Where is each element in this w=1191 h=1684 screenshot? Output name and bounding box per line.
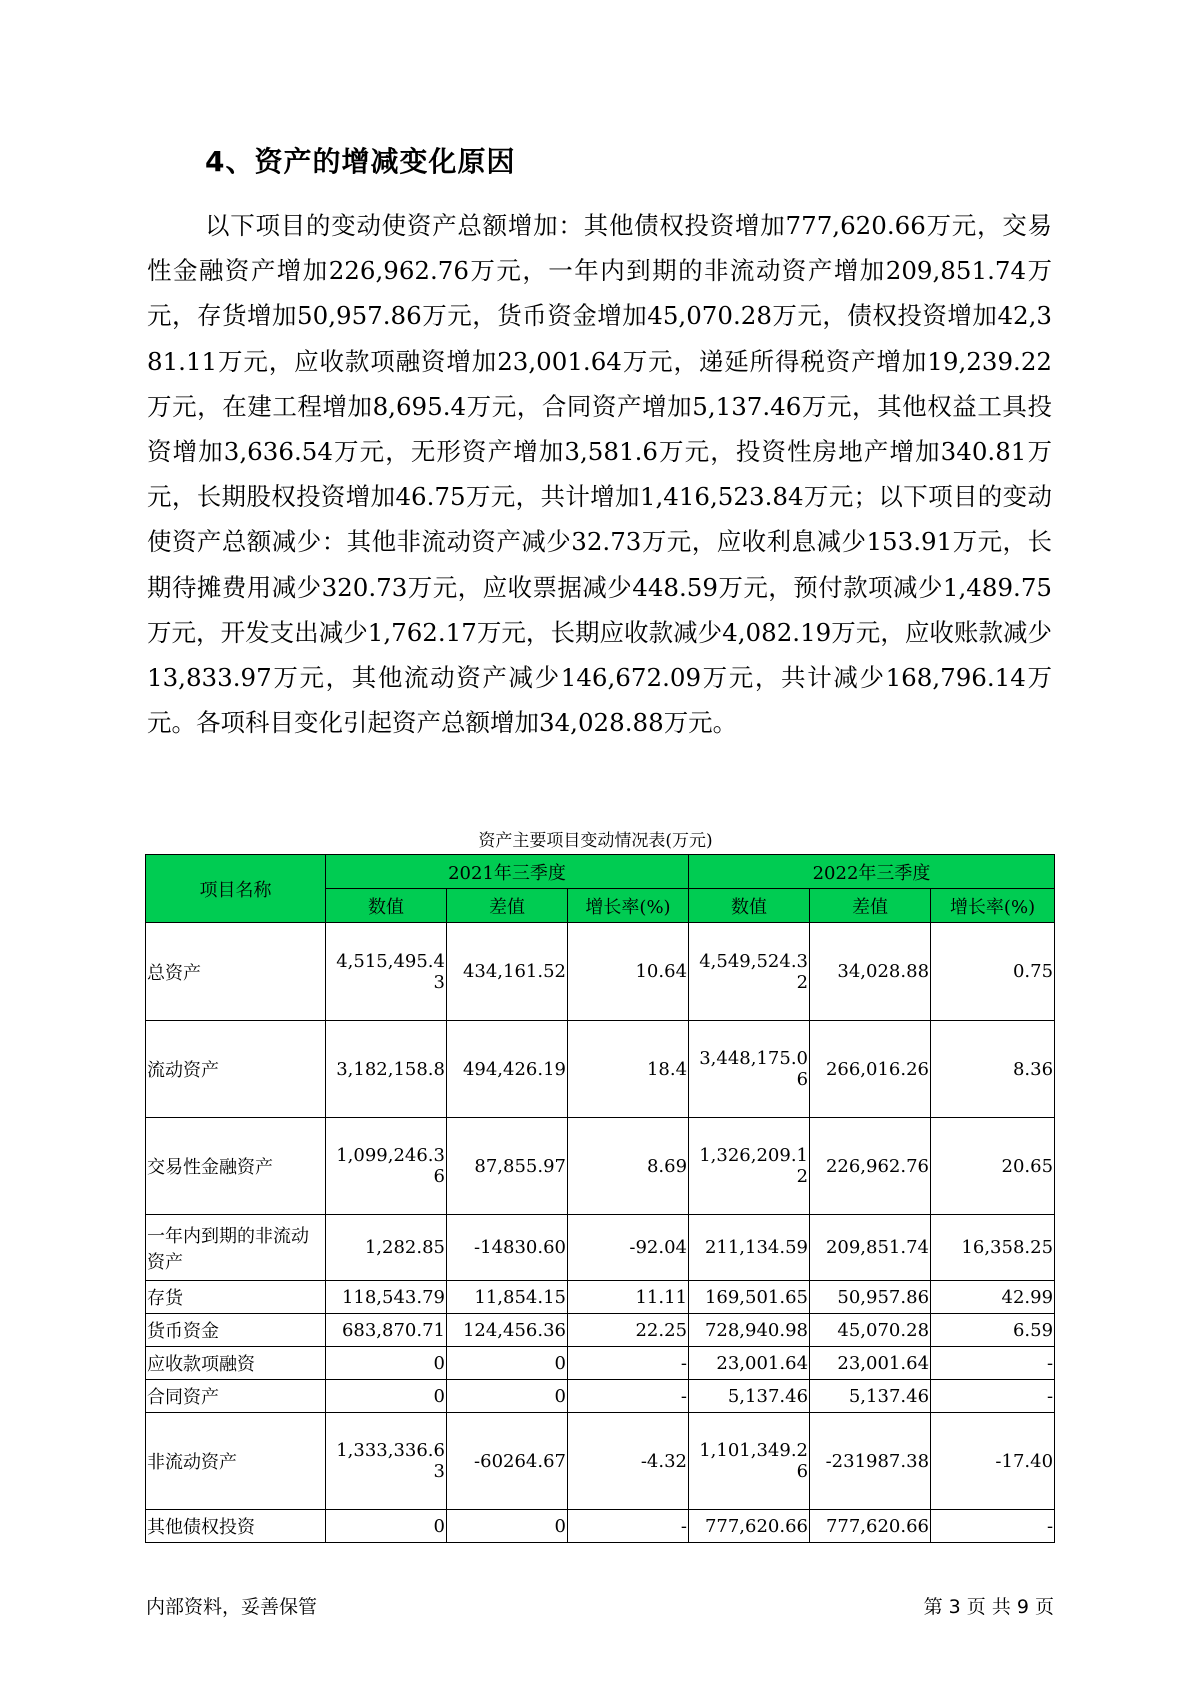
row-name: 非流动资产 [146, 1413, 326, 1510]
cell-value-2021: 4,515,495.43 [326, 923, 447, 1021]
cell-growth-2021: -4.32 [568, 1413, 689, 1510]
cell-growth-2021: - [568, 1347, 689, 1380]
cell-value-2022: 211,134.59 [689, 1215, 810, 1281]
cell-diff-2021: 494,426.19 [447, 1021, 568, 1118]
cell-growth-2022: -17.40 [931, 1413, 1055, 1510]
cell-growth-2022: 42.99 [931, 1281, 1055, 1314]
header-diff-2022: 差值 [810, 889, 931, 923]
cell-growth-2022: 8.36 [931, 1021, 1055, 1118]
table-row [146, 1413, 1055, 1510]
cell-value-2021: 0 [326, 1510, 447, 1543]
cell-value-2022: 23,001.64 [689, 1347, 810, 1380]
header-growth-2022: 增长率(%) [931, 889, 1055, 923]
cell-growth-2022: - [931, 1510, 1055, 1543]
cell-diff-2021: 11,854.15 [447, 1281, 568, 1314]
cell-value-2022: 169,501.65 [689, 1281, 810, 1314]
header-period-2022: 2022年三季度 [689, 855, 1055, 889]
header-growth-2021: 增长率(%) [568, 889, 689, 923]
cell-diff-2022: 45,070.28 [810, 1314, 931, 1347]
table-row [146, 1380, 1055, 1413]
footer-confidential-note: 内部资料，妥善保管 [146, 1596, 318, 1618]
row-name: 交易性金融资产 [146, 1118, 326, 1215]
cell-value-2022: 3,448,175.06 [689, 1021, 810, 1118]
cell-diff-2021: 0 [447, 1380, 568, 1413]
row-name: 总资产 [146, 923, 326, 1021]
cell-growth-2022: 16,358.25 [931, 1215, 1055, 1281]
header-period-2021: 2021年三季度 [326, 855, 689, 889]
cell-diff-2022: 777,620.66 [810, 1510, 931, 1543]
table-row [146, 1314, 1055, 1347]
cell-value-2021: 0 [326, 1347, 447, 1380]
cell-value-2022: 5,137.46 [689, 1380, 810, 1413]
row-name: 合同资产 [146, 1380, 326, 1413]
row-name: 流动资产 [146, 1021, 326, 1118]
cell-value-2021: 1,099,246.36 [326, 1118, 447, 1215]
cell-value-2021: 1,282.85 [326, 1215, 447, 1281]
cell-diff-2022: 34,028.88 [810, 923, 931, 1021]
cell-value-2021: 683,870.71 [326, 1314, 447, 1347]
table-row [146, 1347, 1055, 1380]
body-paragraph: 以下项目的变动使资产总额增加：其他债权投资增加777,620.66万元，交易性金融资产增加226,962.76万元，一年内到期的非流动资产增加209,851.74万元，存货增加50,957.86万元，货币资金增加45,070.28万元，债权投资增加42,381.11万元，应收款项融资增加23,001.64万元，递延所得税资产增加19,239.22万元，在建工程增加8,695.4万元，合同资产增加5,137.46万元，其他权益工具投资增加3,636.54万元，无形资产增加3,581.6万元，投资性房地产增加340.81万元，长期股权投资增加46.75万元，共计增加1,416,523.84万元；以下项目的变动使资产总额减少：其他非流动资产减少32.73万元，应收利息减少153.91万元，长期待摊费用减少320.73万元，应收票据减少448.59万元，预付款项减少1,489.75万元，开发支出减少1,762.17万元，长期应收款减少4,082.19万元，应收账款减少13,833.97万元，其他流动资产减少146,672.09万元，共计减少168,796.14万元。各项科目变化引起资产总额增加34,028.88万元。 [147, 211, 1052, 738]
cell-diff-2021: -60264.67 [447, 1413, 568, 1510]
row-name: 一年内到期的非流动资产 [146, 1215, 326, 1281]
table-row [146, 1215, 1055, 1281]
cell-value-2022: 1,326,209.12 [689, 1118, 810, 1215]
cell-value-2022: 728,940.98 [689, 1314, 810, 1347]
cell-growth-2021: 18.4 [568, 1021, 689, 1118]
table-row [146, 923, 1055, 1021]
cell-diff-2021: -14830.60 [447, 1215, 568, 1281]
cell-diff-2022: -231987.38 [810, 1413, 931, 1510]
cell-diff-2022: 23,001.64 [810, 1347, 931, 1380]
cell-growth-2022: - [931, 1347, 1055, 1380]
cell-growth-2021: 11.11 [568, 1281, 689, 1314]
cell-growth-2021: - [568, 1380, 689, 1413]
table-caption: 资产主要项目变动情况表(万元) [478, 831, 713, 851]
footer-page-number: 第 3 页 共 9 页 [923, 1596, 1054, 1618]
table-row [146, 1021, 1055, 1118]
cell-diff-2022: 226,962.76 [810, 1118, 931, 1215]
cell-value-2022: 4,549,524.32 [689, 923, 810, 1021]
cell-diff-2021: 124,456.36 [447, 1314, 568, 1347]
table-row [146, 1118, 1055, 1215]
cell-value-2021: 3,182,158.8 [326, 1021, 447, 1118]
header-value-2021: 数值 [326, 889, 447, 923]
row-name: 存货 [146, 1281, 326, 1314]
cell-growth-2022: 20.65 [931, 1118, 1055, 1215]
row-name: 货币资金 [146, 1314, 326, 1347]
cell-growth-2021: -92.04 [568, 1215, 689, 1281]
cell-diff-2022: 50,957.86 [810, 1281, 931, 1314]
cell-value-2022: 1,101,349.26 [689, 1413, 810, 1510]
cell-diff-2021: 0 [447, 1510, 568, 1543]
header-diff-2021: 差值 [447, 889, 568, 923]
cell-value-2021: 1,333,336.63 [326, 1413, 447, 1510]
asset-change-table [145, 854, 1055, 1543]
cell-diff-2022: 266,016.26 [810, 1021, 931, 1118]
cell-growth-2021: 8.69 [568, 1118, 689, 1215]
cell-value-2021: 118,543.79 [326, 1281, 447, 1314]
cell-growth-2021: 10.64 [568, 923, 689, 1021]
cell-diff-2022: 5,137.46 [810, 1380, 931, 1413]
cell-growth-2022: 6.59 [931, 1314, 1055, 1347]
cell-growth-2021: 22.25 [568, 1314, 689, 1347]
cell-value-2022: 777,620.66 [689, 1510, 810, 1543]
cell-value-2021: 0 [326, 1380, 447, 1413]
row-name: 其他债权投资 [146, 1510, 326, 1543]
table-row [146, 1510, 1055, 1543]
cell-diff-2022: 209,851.74 [810, 1215, 931, 1281]
cell-diff-2021: 0 [447, 1347, 568, 1380]
cell-diff-2021: 87,855.97 [447, 1118, 568, 1215]
cell-growth-2022: - [931, 1380, 1055, 1413]
table-row [146, 1281, 1055, 1314]
row-name: 应收款项融资 [146, 1347, 326, 1380]
header-item-name: 项目名称 [146, 855, 326, 923]
cell-growth-2021: - [568, 1510, 689, 1543]
cell-growth-2022: 0.75 [931, 923, 1055, 1021]
header-value-2022: 数值 [689, 889, 810, 923]
section-heading: 4、资产的增减变化原因 [205, 145, 516, 178]
cell-diff-2021: 434,161.52 [447, 923, 568, 1021]
